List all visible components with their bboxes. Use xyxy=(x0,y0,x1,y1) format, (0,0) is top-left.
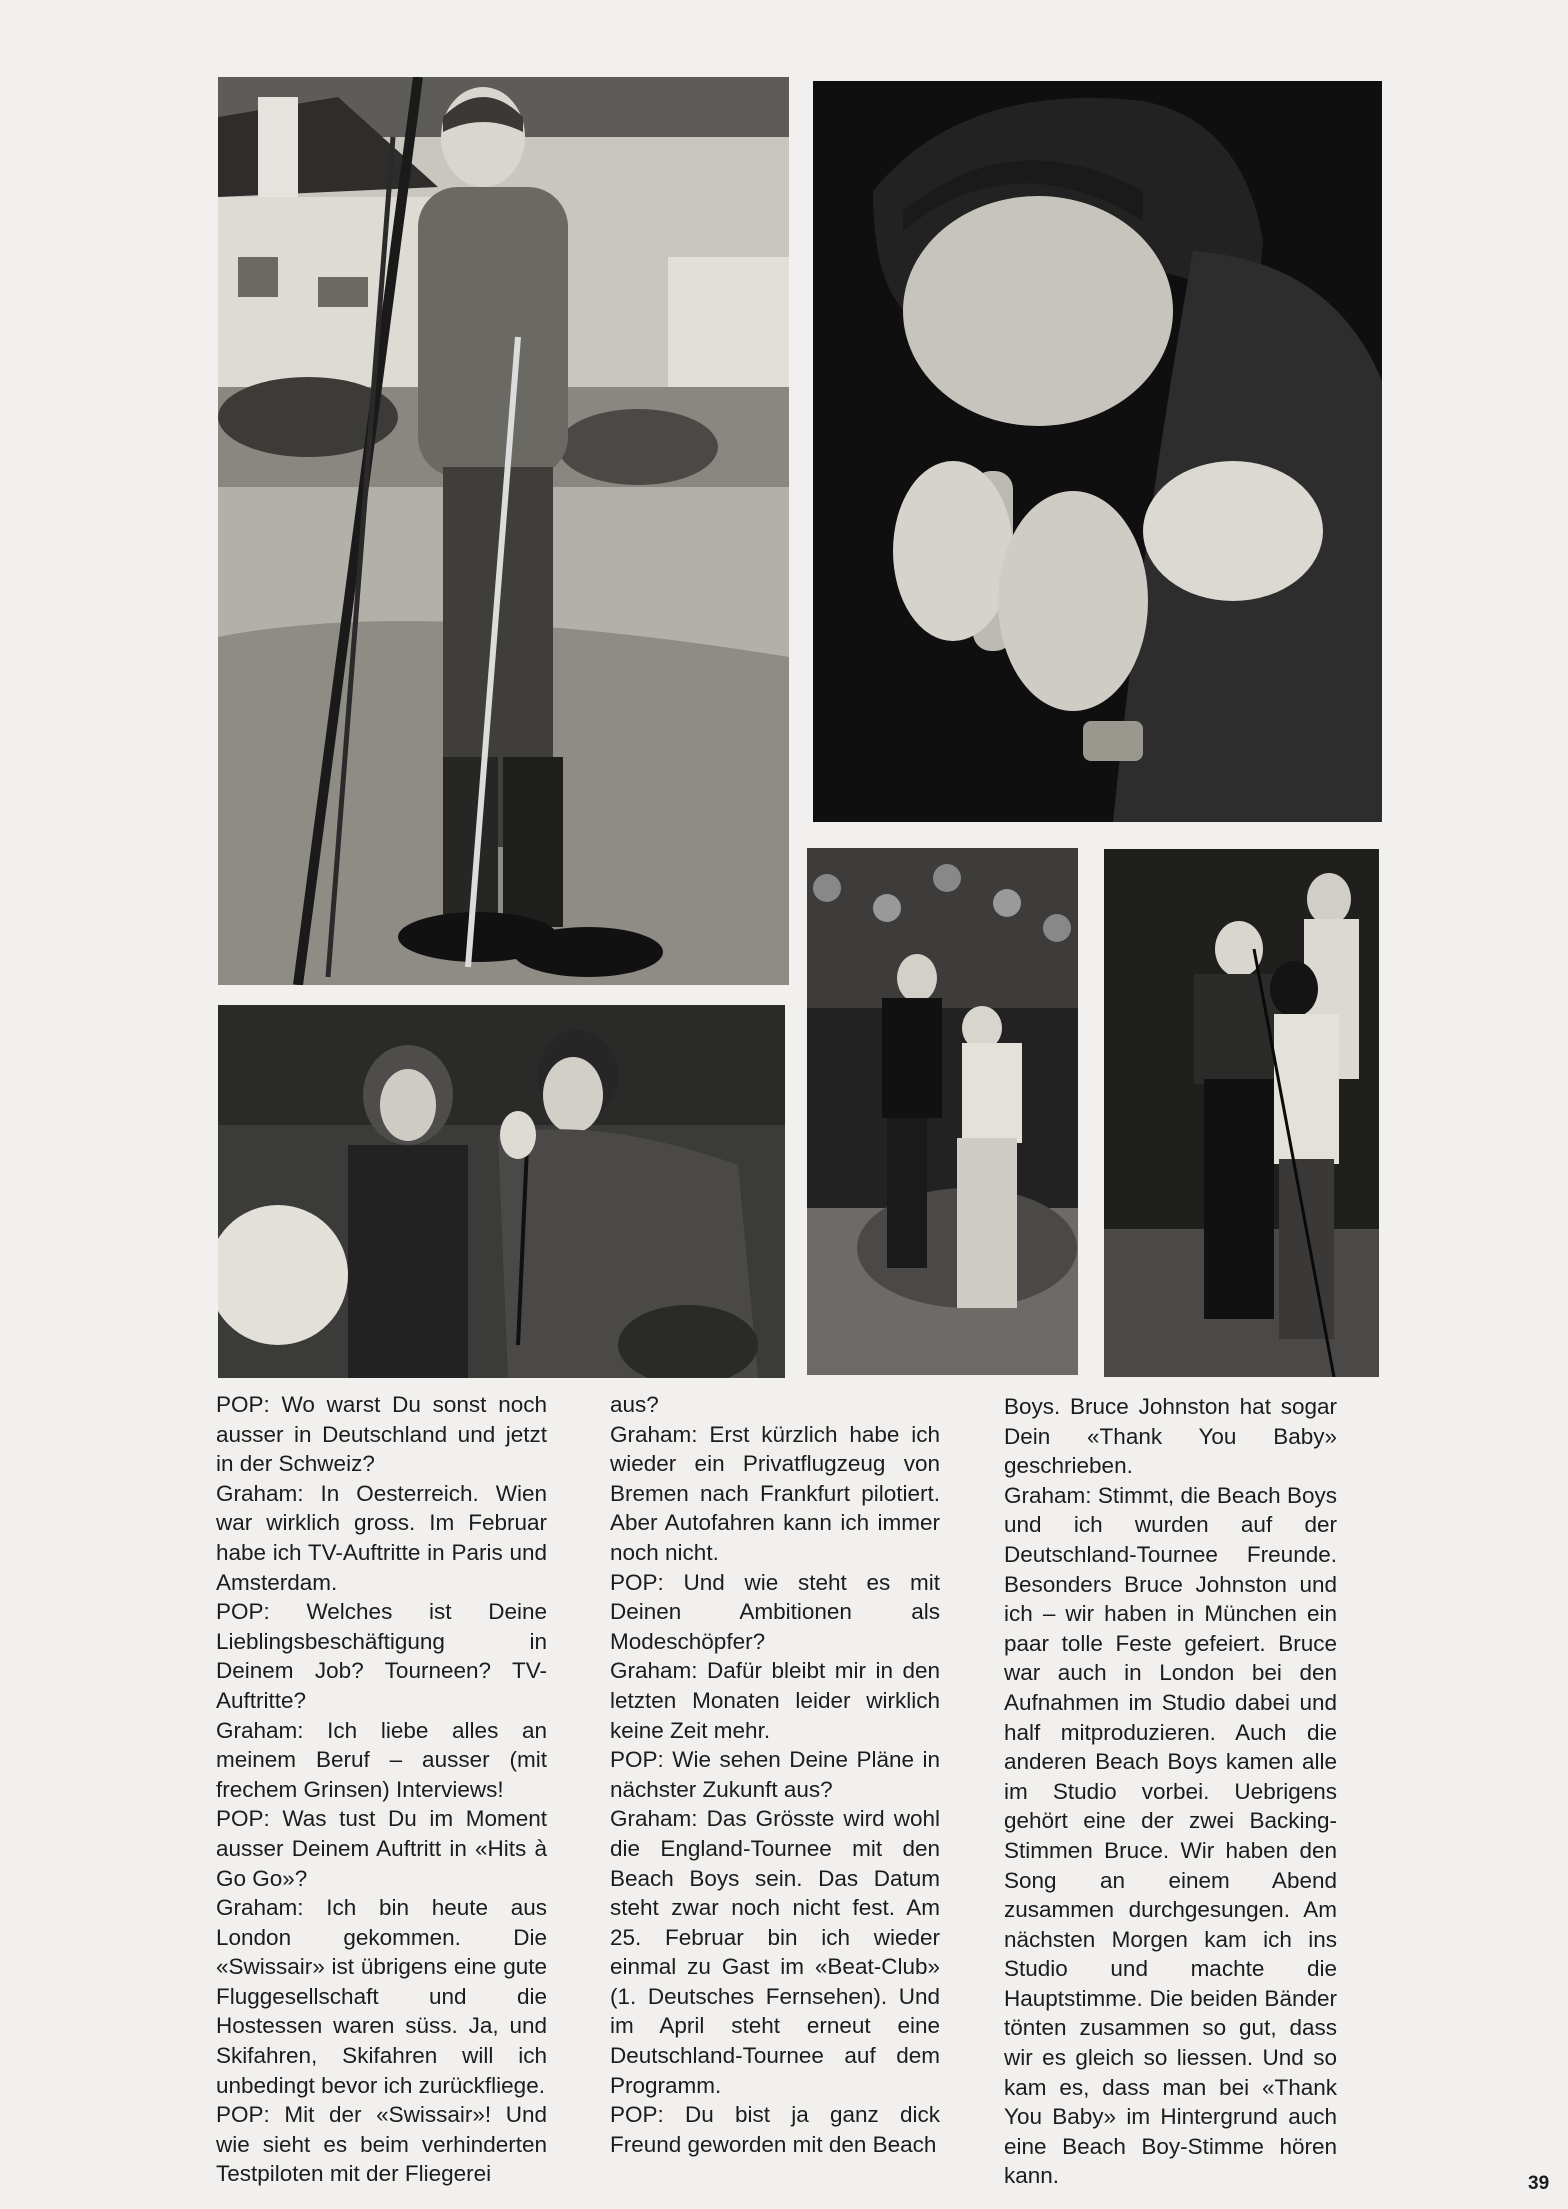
paragraph: Graham: Ich bin heute aus London gekommen. Die «Swissair» ist übrigens eine gute Fluggesellschaft und die Hostessen waren süss. Ja, und Skifahren, Skifahren will ich unbedingt bevor ich zurückfliege. xyxy=(216,1895,547,2098)
photo-stage-duet xyxy=(807,848,1078,1375)
text-column-3 xyxy=(1004,1392,1337,2191)
photo-ski-portrait xyxy=(218,77,789,985)
photo-audience-singing xyxy=(218,1005,785,1378)
stage-performance-photo xyxy=(1104,849,1379,1377)
paragraph: Graham: Erst kürzlich habe ich wieder ein Privatflugzeug von Bremen nach Frankfurt pilotiert. Aber Autofahren kann ich immer noch nicht. xyxy=(610,1421,940,1565)
text-column-2 xyxy=(610,1390,940,2159)
photo-stage-performance xyxy=(1104,849,1379,1377)
paragraph: POP: Wie sehen Deine Pläne in nächster Zukunft aus? xyxy=(610,1747,940,1802)
paragraph: POP: Du bist ja ganz dick Freund geworden mit den Beach xyxy=(610,2102,940,2157)
text-column-1 xyxy=(216,1390,547,2189)
stage-duet-photo xyxy=(807,848,1078,1375)
paragraph: POP: Und wie steht es mit Deinen Ambitionen als Modeschöpfer? xyxy=(610,1569,940,1654)
paragraph: Graham: Dafür bleibt mir in den letzten Monaten leider wirklich keine Zeit mehr. xyxy=(610,1658,940,1743)
paragraph: POP: Welches ist Deine Lieblingsbeschäftigung in Deinem Job? Tourneen? TV-Auftritte? xyxy=(216,1599,547,1713)
paragraph: POP: Was tust Du im Moment ausser Deinem Auftritt in «Hits à Go Go»? xyxy=(216,1806,547,1891)
person-with-skis-photo xyxy=(218,77,789,985)
paragraph: Graham: Ich liebe alles an meinem Beruf – ausser (mit frechem Grinsen) Interviews! xyxy=(216,1717,547,1802)
paragraph: Graham: Das Grösste wird wohl die England-Tournee mit den Beach Boys sein. Das Datum steht zwar noch nicht fest. Am 25. Februar bin ich wieder einmal zu Gast im «Beat-Club» (1. Deutsches Fernsehen). Und im April steht erneut eine Deutschland-Tournee auf dem Programm. xyxy=(610,1806,940,2098)
paragraph: POP: Wo warst Du sonst noch ausser in Deutschland und jetzt in der Schweiz? xyxy=(216,1392,547,1477)
paragraph: Graham: Stimmt, die Beach Boys und ich wurden auf der Deutschland-Tournee Freunde. Besonders Bruce Johnston und ich – wir haben in München ein paar tolle Feste gefeiert. Bruce war auch in London bei den Aufnahmen im Studio dabei und half mitproduzieren. Auch die anderen Beach Boys kamen alle im Studio vorbei. Uebrigens gehört eine der zwei Backing-Stimmen Bruce. Wir haben den Song an einem Abend zusammen durchgesungen. Am nächsten Morgen kam ich ins Studio und machte die Hauptstimme. Die beiden Bänder tönten zusammen so gut, dass wir es gleich so liessen. Und so kam es, dass man bei «Thank You Baby» im Hintergrund auch eine Beach Boy-Stimme hören kann. xyxy=(1004,1482,1337,2189)
photo-singer-closeup xyxy=(813,81,1382,822)
page-number: 39 xyxy=(1528,2173,1550,2194)
paragraph: aus? xyxy=(610,1392,659,1417)
singer-microphone-closeup-photo xyxy=(813,81,1382,822)
paragraph: POP: Mit der «Swissair»! Und wie sieht es beim verhinderten Testpiloten mit der Fliegerei xyxy=(216,2102,547,2187)
paragraph: Graham: In Oesterreich. Wien war wirklich gross. Im Februar habe ich TV-Auftritte in Paris und Amsterdam. xyxy=(216,1480,547,1595)
singing-to-audience-photo xyxy=(218,1005,785,1378)
paragraph: Boys. Bruce Johnston hat sogar Dein «Thank You Baby» geschrieben. xyxy=(1004,1394,1337,1479)
